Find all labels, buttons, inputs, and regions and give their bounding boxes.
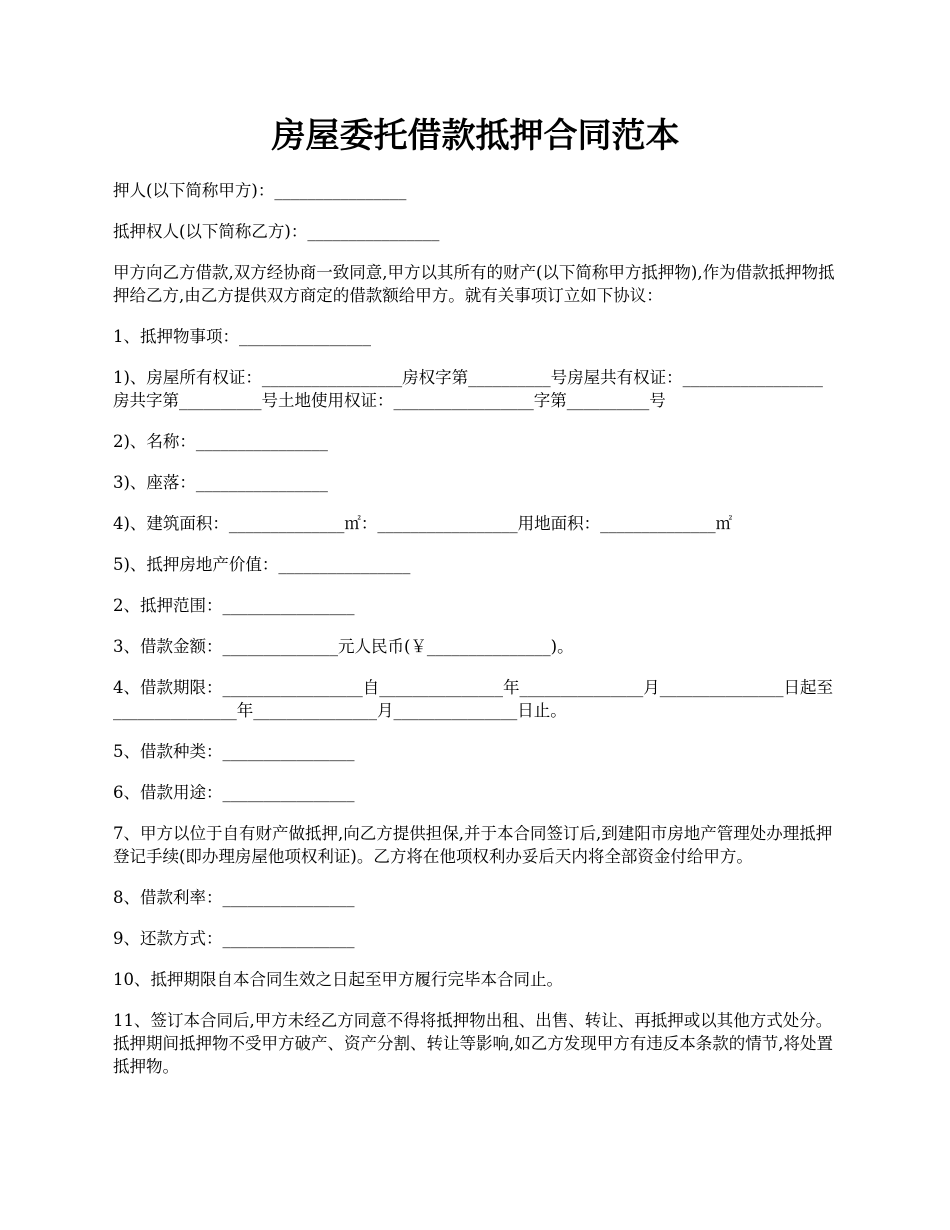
clause-10-period: 10、抵押期限自本合同生效之日起至甲方履行完毕本合同止。	[113, 970, 563, 989]
preamble-paragraph: 甲方向乙方借款,双方经协商一致同意,甲方以其所有的财产(以下简称甲方抵押物),作为借款抵押物抵押给乙方,由乙方提供双方商定的借款额给甲方。就有关事项订立如下协议：	[113, 263, 835, 305]
clause-1-3-location: 3)、座落：________________	[113, 473, 328, 492]
clause-1-4-area: 4)、建筑面积：______________㎡：_________________用地面积：______________㎡	[113, 514, 733, 533]
clause-9-repayment: 9、还款方式：________________	[113, 929, 355, 948]
clause-5-type: 5、借款种类：________________	[113, 742, 355, 761]
clause-11-restrictions: 11、签订本合同后,甲方未经乙方同意不得将抵押物出租、出售、转让、再抵押或以其他方式处分。抵押期间抵押物不受甲方破产、资产分割、转让等影响,如乙方发现甲方有违反本条款的情节,将处置抵押物。	[113, 1011, 833, 1076]
clause-4-term: 4、借款期限：_________________自_______________年_______________月_______________日起至_______________年_______________月_______________日止。	[113, 678, 833, 720]
clause-1-1-certificates: 1)、房屋所有权证：_________________房权字第__________号房屋共有权证：_________________房共字第__________号土地使用权证：_________________字第__________号	[113, 368, 823, 410]
party-a-line: 押人(以下简称甲方)：________________	[113, 181, 407, 200]
clause-1-collateral: 1、抵押物事项：________________	[113, 327, 371, 346]
clause-2-scope: 2、抵押范围：________________	[113, 596, 355, 615]
clause-7-registration: 7、甲方以位于自有财产做抵押,向乙方提供担保,并于本合同签订后,到建阳市房地产管理处办理抵押登记手续(即办理房屋他项权利证)。乙方将在他项权利办妥后天内将全部资金付给甲方。	[113, 824, 833, 866]
document-title: 房屋委托借款抵押合同范本	[271, 116, 680, 156]
clause-1-5-value: 5)、抵押房地产价值：________________	[113, 555, 411, 574]
clause-6-purpose: 6、借款用途：________________	[113, 783, 355, 802]
clause-8-rate: 8、借款利率：________________	[113, 888, 355, 907]
party-b-line: 抵押权人(以下简称乙方)：________________	[113, 222, 440, 241]
clause-1-2-name: 2)、名称：________________	[113, 432, 328, 451]
document-page	[113, 113, 838, 1096]
clause-3-amount: 3、借款金额：______________元人民币(￥_______________)。	[113, 637, 574, 656]
